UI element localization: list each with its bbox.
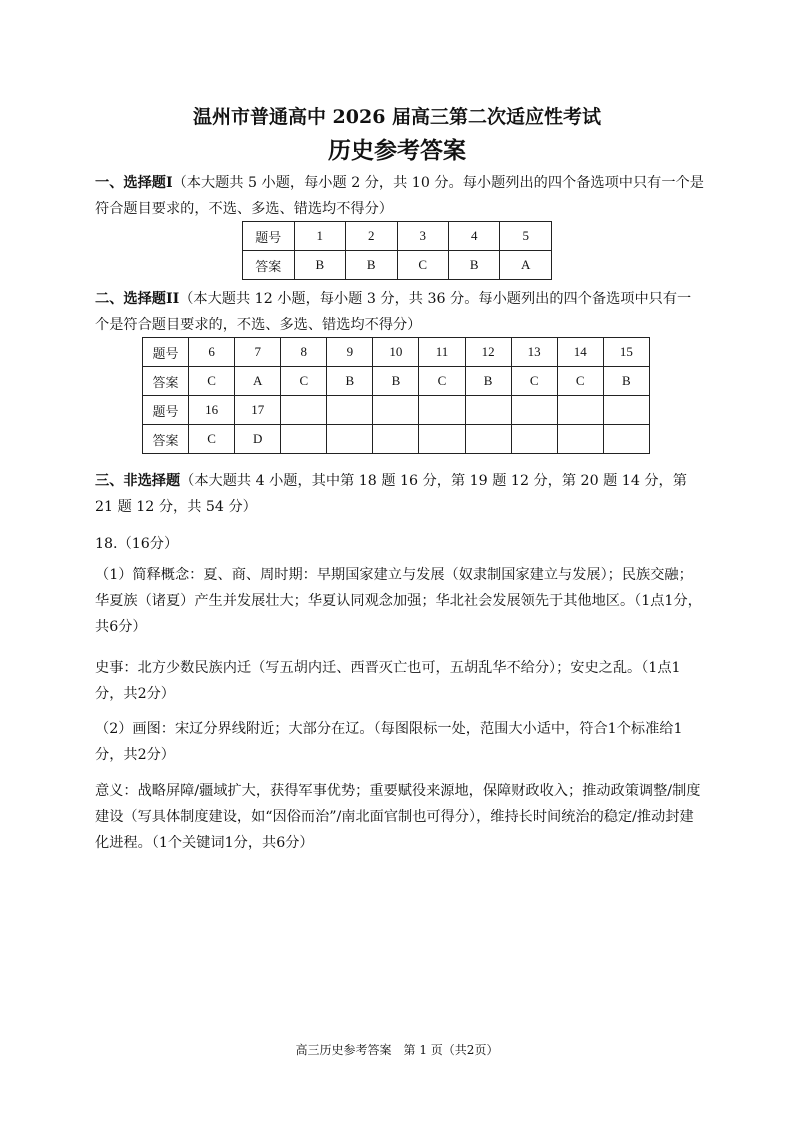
section3-heading: 三、非选择题 [95, 473, 181, 489]
section2-instructions [95, 286, 705, 338]
answer-cell: C [557, 367, 603, 396]
section1-instructions [95, 170, 705, 222]
q18-part1-concept: （1）简释概念：夏、商、周时期：早期国家建立与发展（奴隶制国家建立与发展）；民族交融；华夏族（诸夏）产生并发展壮大；华夏认同观念加强；华北社会发展领先于其他地区。（1点1分，共6分） [95, 567, 702, 635]
empty-cell [373, 425, 419, 454]
empty-cell [603, 425, 649, 454]
row-label-question: 题号 [143, 338, 189, 367]
question-number: 8 [281, 338, 327, 367]
empty-cell [327, 425, 373, 454]
row-label-answer: 答案 [143, 425, 189, 454]
table-row [143, 425, 650, 454]
answer-cell: C [281, 367, 327, 396]
table-row [243, 251, 552, 280]
question-number: 16 [189, 396, 235, 425]
q18-part2-map: （2）画图：宋辽分界线附近；大部分在辽。（每图限标一处，范围大小适中，符合1个标准给1分，共2分） [95, 721, 683, 763]
q18-part2-significance: 意义：战略屏障/疆域扩大，获得军事优势；重要赋役来源地，保障财政收入；推动政策调整/制度建设（写具体制度建设，如“因俗而治”/南北面官制也可得分），维持长时间统治的稳定/推动封建化进程。（1个关键词1分，共6分） [95, 783, 701, 851]
q18-label: 18.（16分） [95, 536, 179, 552]
empty-cell [557, 425, 603, 454]
empty-cell [281, 425, 327, 454]
table-row [143, 338, 650, 367]
table-row [243, 222, 552, 251]
section3-instructions [95, 468, 705, 520]
row-label-answer: 答案 [143, 367, 189, 396]
empty-cell [373, 396, 419, 425]
empty-cell [557, 396, 603, 425]
empty-cell [465, 425, 511, 454]
empty-cell [603, 396, 649, 425]
question-number: 3 [397, 222, 448, 251]
answer-cell: C [189, 367, 235, 396]
question-number: 12 [465, 338, 511, 367]
section3-desc: （本大题共 4 小题，其中第 18 题 16 分，第 19 题 12 分，第 20 题 14 分，第 21 题 12 分，共 54 分） [95, 473, 687, 515]
question-number: 13 [511, 338, 557, 367]
question-number: 6 [189, 338, 235, 367]
q18-part1-events: 史事：北方少数民族内迁（写五胡内迁、西晋灭亡也可，五胡乱华不给分）；安史之乱。（1点1分，共2分） [95, 660, 681, 702]
question-number: 5 [500, 222, 552, 251]
answer-cell: A [500, 251, 552, 280]
row-label-question: 题号 [243, 222, 295, 251]
question-number: 11 [419, 338, 465, 367]
question-number: 15 [603, 338, 649, 367]
answer-cell: B [346, 251, 397, 280]
row-label-question: 题号 [143, 396, 189, 425]
question-number: 14 [557, 338, 603, 367]
empty-cell [419, 396, 465, 425]
answer-cell: B [327, 367, 373, 396]
exam-title: 温州市普通高中 2026 届高三第二次适应性考试 [192, 106, 602, 128]
question-number: 7 [235, 338, 281, 367]
answer-cell: D [235, 425, 281, 454]
row-label-answer: 答案 [243, 251, 295, 280]
question-number: 4 [448, 222, 499, 251]
question-number: 17 [235, 396, 281, 425]
section1-heading: 一、选择题I [95, 175, 173, 191]
section2-desc: （本大题共 12 小题，每小题 3 分，共 36 分。每小题列出的四个备选项中只有一个是符合题目要求的，不选、多选、错选均不得分） [95, 291, 692, 333]
answer-cell: B [448, 251, 499, 280]
empty-cell [511, 425, 557, 454]
empty-cell [419, 425, 465, 454]
answer-cell: C [511, 367, 557, 396]
answer-cell: B [294, 251, 345, 280]
empty-cell [511, 396, 557, 425]
page-footer: 高三历史参考答案 第 1 页（共2页） [295, 1043, 499, 1057]
section1-desc: （本大题共 5 小题，每小题 2 分，共 10 分。每小题列出的四个备选项中只有一个是符合题目要求的，不选、多选、错选均不得分） [95, 175, 704, 217]
section1-answer-table [242, 221, 552, 280]
answer-cell: C [419, 367, 465, 396]
table-row [143, 396, 650, 425]
answer-cell: B [373, 367, 419, 396]
section2-answer-table [142, 337, 650, 454]
empty-cell [465, 396, 511, 425]
empty-cell [327, 396, 373, 425]
empty-cell [281, 396, 327, 425]
table-row [143, 367, 650, 396]
answer-cell: A [235, 367, 281, 396]
question-number: 2 [346, 222, 397, 251]
section2-heading: 二、选择题II [95, 291, 180, 307]
question-number: 10 [373, 338, 419, 367]
question-number: 1 [294, 222, 345, 251]
answer-cell: B [465, 367, 511, 396]
answer-cell: C [189, 425, 235, 454]
answer-cell: C [397, 251, 448, 280]
question-number: 9 [327, 338, 373, 367]
answer-key-title: 历史参考答案 [328, 137, 466, 164]
answer-cell: B [603, 367, 649, 396]
